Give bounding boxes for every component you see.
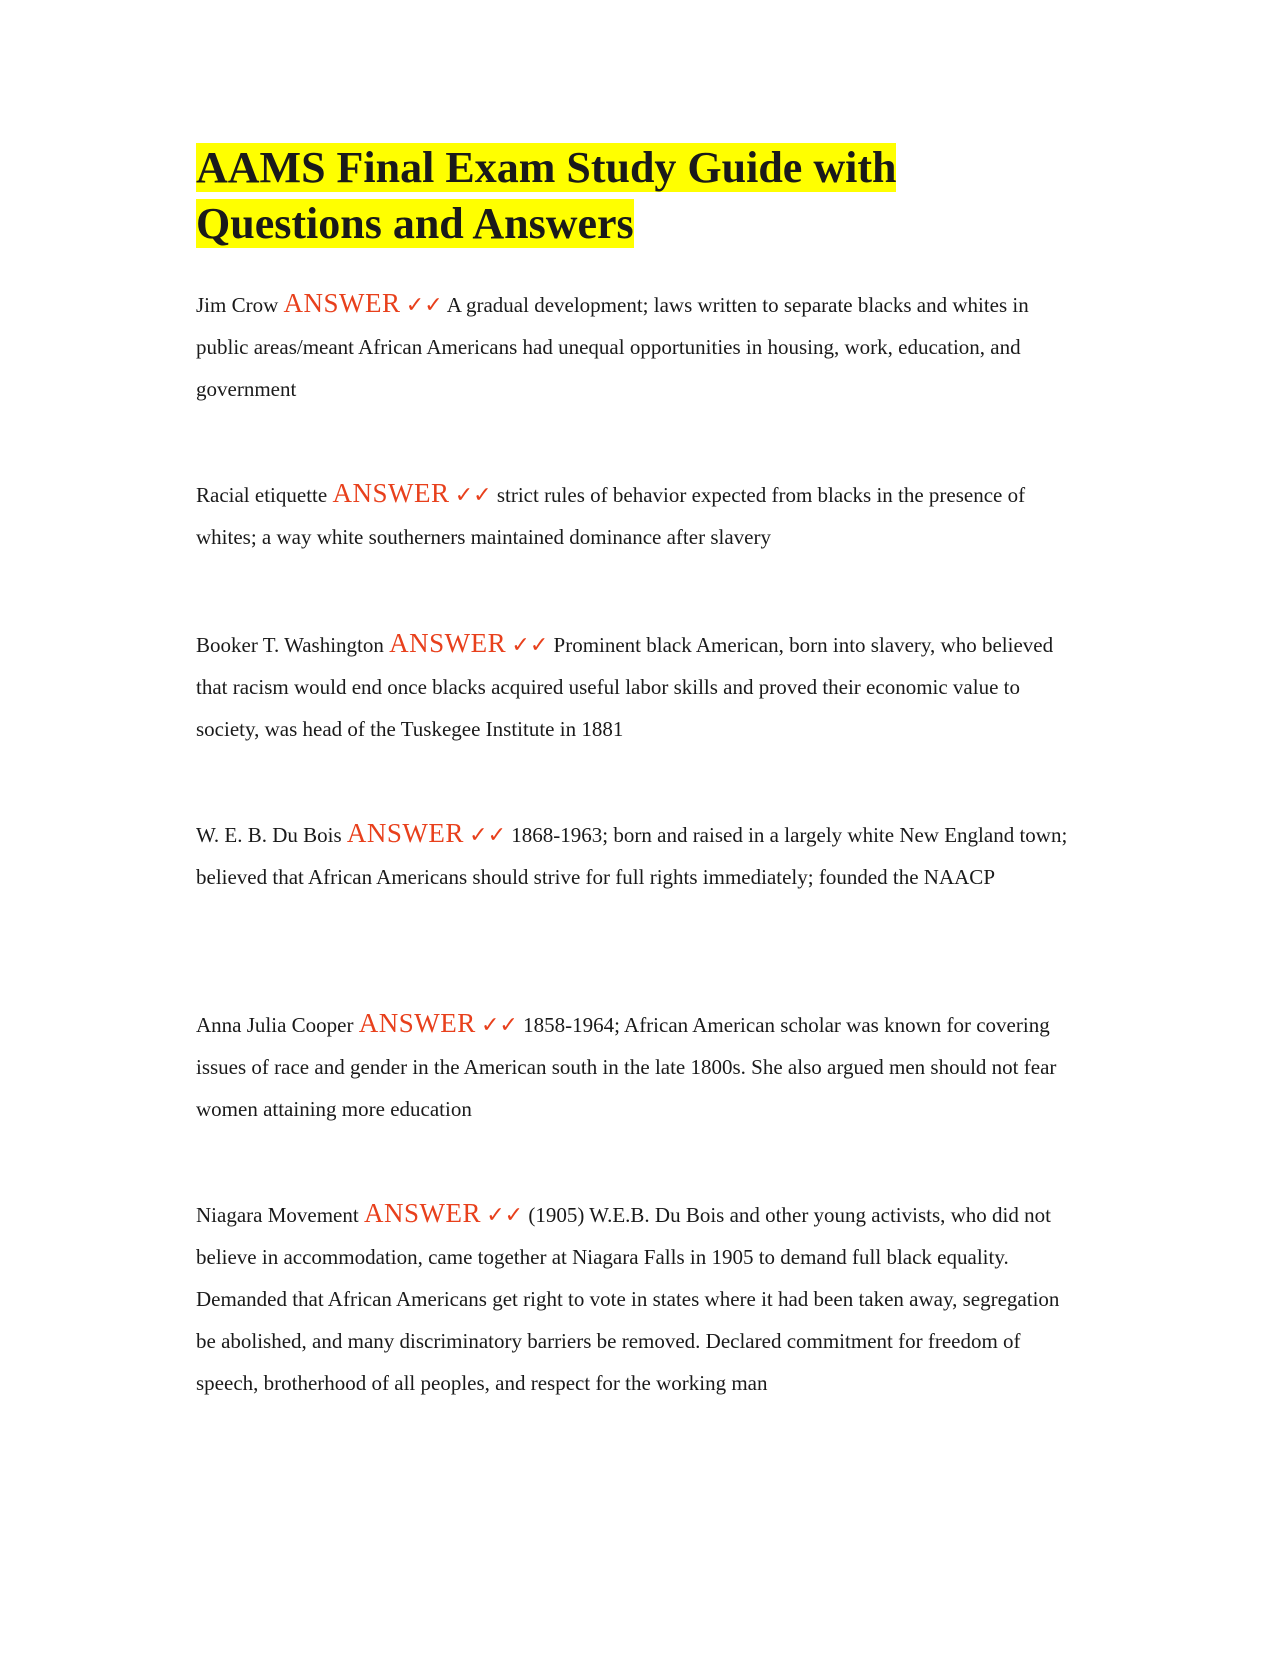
title-line-1: AAMS Final Exam Study Guide with [196, 143, 897, 192]
entry-term: Jim Crow [196, 293, 279, 317]
entry-text: strict rules of behavior expected from blacks in the presence of whites; a way white southerners maintained dominance after slavery [196, 483, 1026, 549]
entry-term: W. E. B. Du Bois [196, 823, 342, 847]
double-check-icon: ✓✓ [405, 292, 443, 317]
entry-text: Prominent black American, born into slavery, who believed that racism would end once blacks acquired useful labor skills and proved their economic value to society, was head of the Tuskegee Institute in 1881 [196, 633, 1054, 741]
entry-term: Anna Julia Cooper [196, 1013, 354, 1037]
qa-entry [196, 472, 1076, 558]
answer-label: ANSWER [332, 478, 450, 508]
qa-entry [196, 1192, 1076, 1404]
page-title [196, 140, 1096, 252]
answer-label: ANSWER [389, 628, 507, 658]
answer-label: ANSWER [363, 1198, 481, 1228]
answer-label: ANSWER [283, 288, 401, 318]
entry-term: Racial etiquette [196, 483, 328, 507]
double-check-icon: ✓✓ [486, 1202, 524, 1227]
qa-entry [196, 812, 1076, 898]
double-check-icon: ✓✓ [480, 1012, 518, 1037]
double-check-icon: ✓✓ [469, 822, 507, 847]
entry-text: A gradual development; laws written to separate blacks and whites in public areas/meant African Americans had unequal opportunities in housing, work, education, and government [196, 293, 1029, 401]
entry-text: 1868-1963; born and raised in a largely white New England town; believed that African Americans should strive for full rights immediately; founded the NAACP [196, 823, 1068, 889]
qa-entry [196, 622, 1076, 750]
entry-term: Booker T. Washington [196, 633, 384, 657]
document-page [196, 140, 1096, 252]
qa-entry [196, 1002, 1076, 1130]
entry-term: Niagara Movement [196, 1203, 359, 1227]
entry-text: (1905) W.E.B. Du Bois and other young activists, who did not believe in accommodation, came together at Niagara Falls in 1905 to demand full black equality. Demanded that African Americans get right to vote in states where it had been taken away, segregation be abolished, and many discriminatory barriers be removed. Declared commitment for freedom of speech, brotherhood of all peoples, and respect for the working man [196, 1203, 1060, 1395]
answer-label: ANSWER [358, 1008, 476, 1038]
qa-entry [196, 282, 1076, 410]
entry-text: 1858-1964; African American scholar was known for covering issues of race and gender in the American south in the late 1800s. She also argued men should not fear women attaining more education [196, 1013, 1057, 1121]
title-line-2: Questions and Answers [196, 199, 634, 248]
double-check-icon: ✓✓ [511, 632, 549, 657]
double-check-icon: ✓✓ [454, 482, 492, 507]
answer-label: ANSWER [346, 818, 464, 848]
